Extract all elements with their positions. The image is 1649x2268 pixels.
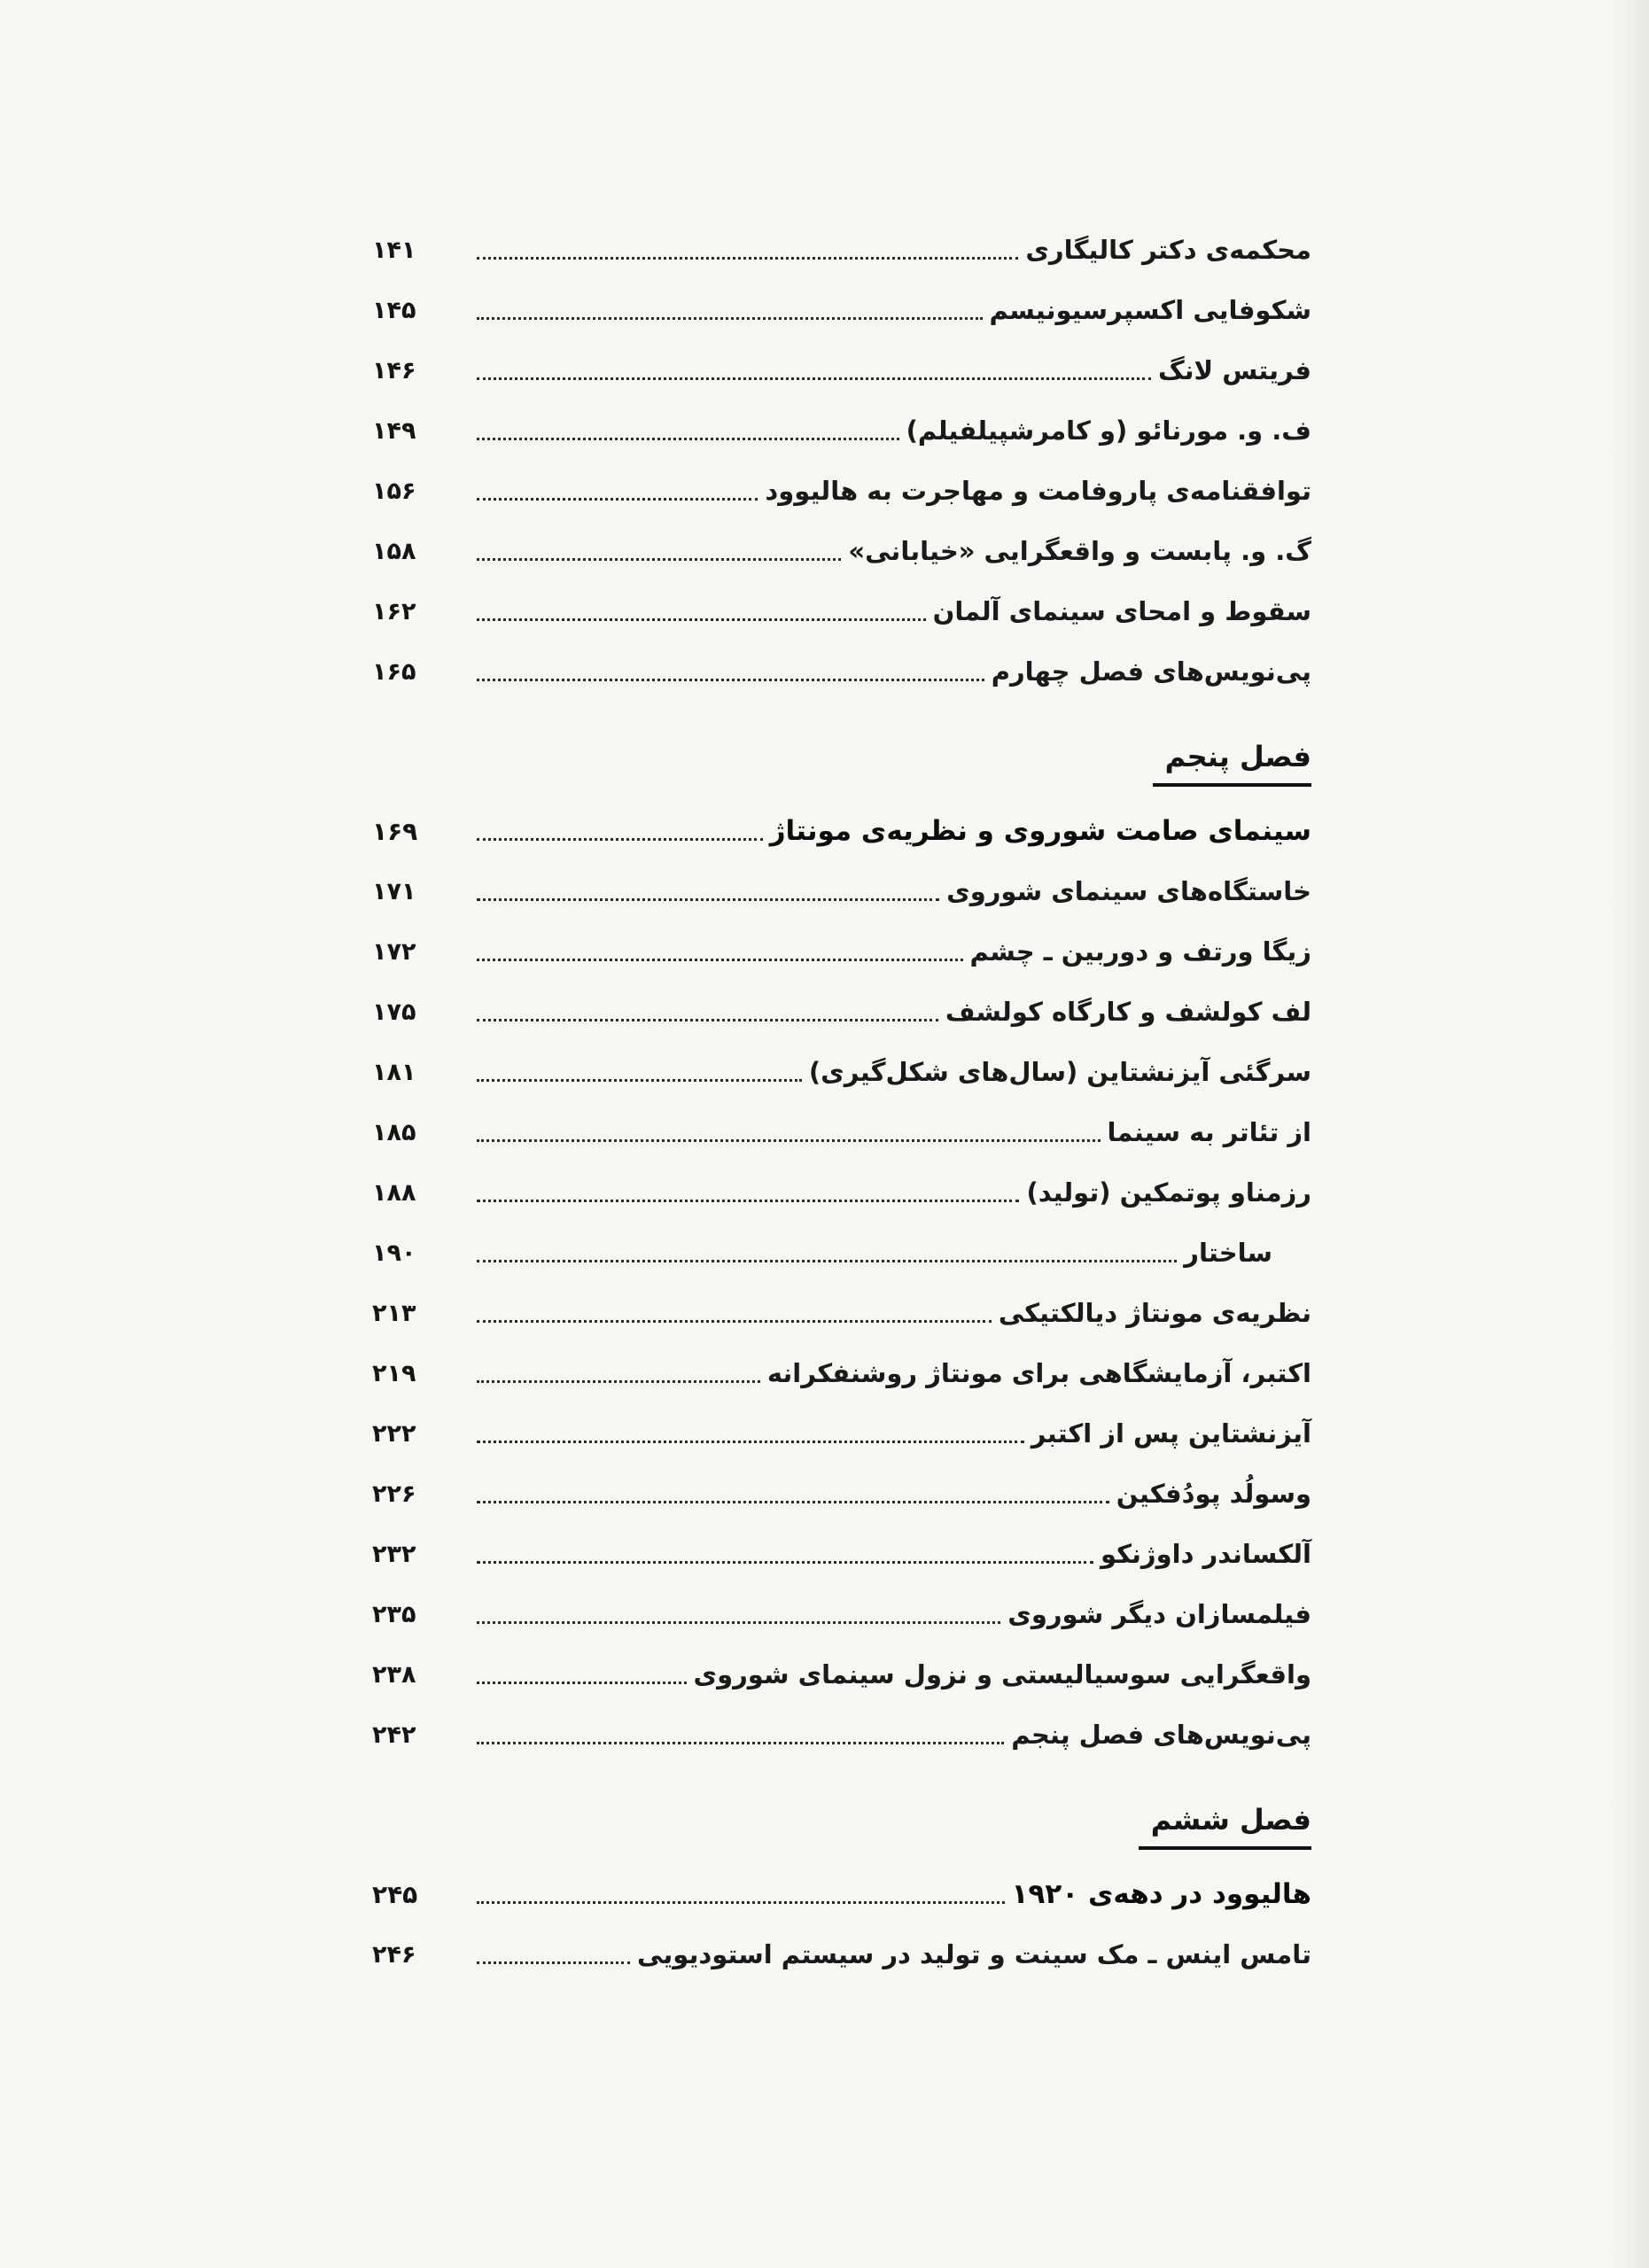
toc-entry-title: توافقنامه‌ی پاروفامت و مهاجرت به هالیوود [765, 476, 1311, 506]
toc-entry-title: فریتس لانگ [1157, 355, 1311, 385]
toc-page-number: ۱۵۶ [372, 477, 416, 505]
toc-page-number: ۲۴۵ [372, 1879, 418, 1909]
toc-page-number: ۱۹۰ [372, 1239, 416, 1267]
toc-page-number: ۱۴۶ [372, 356, 416, 384]
chapter6-section [372, 1802, 1311, 1984]
toc-subentry [372, 1223, 1311, 1283]
dot-leader [477, 1901, 1005, 1904]
toc-entry [372, 1524, 1311, 1584]
toc-entry [372, 1102, 1311, 1162]
toc-entry [372, 220, 1311, 280]
toc-entry [372, 861, 1311, 921]
toc-entry [372, 521, 1311, 581]
dot-leader [477, 1079, 802, 1082]
chapter4-tail-list [372, 220, 1311, 702]
dot-leader [477, 1961, 630, 1964]
toc-entry-title: سقوط و امحای سینمای آلمان [932, 596, 1311, 626]
toc-entry [372, 1042, 1311, 1102]
toc-entry [372, 280, 1311, 340]
dot-leader [477, 257, 1018, 260]
toc-page-number: ۱۷۲ [372, 937, 416, 966]
dot-leader [477, 618, 926, 621]
page-edge-shadow [1608, 0, 1649, 2268]
toc-entry [372, 461, 1311, 521]
toc-page-number: ۲۴۲ [372, 1720, 416, 1749]
toc-page-number: ۱۸۱ [372, 1058, 416, 1086]
toc-entry-title: شکوفایی اکسپرسیونیسم [989, 295, 1311, 325]
toc-main-entry [372, 1864, 1311, 1924]
dot-leader [477, 1380, 760, 1383]
toc-page-number: ۱۷۱ [372, 877, 416, 905]
dot-leader [477, 498, 758, 501]
toc-entry [372, 340, 1311, 400]
toc-entry-title: پی‌نویس‌های فصل پنجم [1011, 1720, 1311, 1750]
dot-leader [477, 959, 963, 961]
toc-entry-title: اکتبر، آزمایشگاهی برای مونتاژ روشنفکرانه [766, 1358, 1311, 1388]
toc-page-number: ۱۶۲ [372, 597, 416, 625]
toc-entry-title: ساختار [1184, 1238, 1272, 1268]
toc-entry-title: لف کولشف و کارگاه کولشف [945, 997, 1311, 1027]
toc-entry [372, 1283, 1311, 1343]
dot-leader [477, 377, 1151, 380]
toc-entry-title: آیزنشتاین پس از اکتبر [1031, 1418, 1311, 1449]
dot-leader [477, 1501, 1109, 1503]
toc-entry-title: خاستگاه‌های سینمای شوروی [946, 876, 1311, 906]
toc-entry-title: واقعگرایی سوسیالیستی و نزول سینمای شوروی [693, 1659, 1311, 1689]
toc-entry-title: محکمه‌ی دکتر کالیگاری [1025, 235, 1311, 265]
dot-leader [477, 1742, 1004, 1744]
toc-entry-title: زیگا ورتف و دوربین ـ چشم [969, 936, 1311, 967]
toc-entry [372, 400, 1311, 461]
chapter5-section [372, 739, 1311, 1765]
chapter6-heading: فصل ششم [1139, 1802, 1311, 1850]
toc-entry [372, 1403, 1311, 1464]
dot-leader [477, 558, 841, 561]
chapter-heading [372, 739, 1311, 801]
toc-entry [372, 641, 1311, 702]
dot-leader [477, 1682, 687, 1684]
toc-main-title: هالیوود در دهه‌ی ۱۹۲۰ [1011, 1878, 1311, 1910]
dot-leader [477, 1621, 1000, 1624]
toc-entry-title: ف. و. مورنائو (و کامرشپیلفیلم) [906, 416, 1311, 446]
toc-page-number: ۲۱۳ [372, 1299, 416, 1327]
dot-leader [477, 1320, 992, 1323]
toc-entry [372, 1584, 1311, 1644]
dot-leader [477, 838, 763, 841]
toc-entry [372, 1644, 1311, 1705]
toc-entry [372, 1162, 1311, 1223]
toc-page-number: ۱۶۵ [372, 657, 416, 686]
toc-page-number: ۲۳۲ [372, 1540, 416, 1568]
dot-leader [477, 1260, 1177, 1262]
toc-page-number: ۱۴۵ [372, 296, 416, 324]
toc-main-title: سینمای صامت شوروی و نظریه‌ی مونتاژ [769, 815, 1311, 847]
toc-page-number: ۱۸۵ [372, 1118, 416, 1146]
toc-page-number: ۲۱۹ [372, 1359, 416, 1387]
toc-entry [372, 921, 1311, 982]
dot-leader [477, 1561, 1093, 1564]
toc-entry-title: تامس اینس ـ مک سینت و تولید در سیستم استودیویی [637, 1939, 1311, 1969]
toc-entry [372, 982, 1311, 1042]
toc-entry-title: رزمناو پوتمکین (تولید) [1026, 1177, 1311, 1208]
toc-entry [372, 1343, 1311, 1403]
table-of-contents [372, 220, 1311, 1984]
dot-leader [477, 1139, 1101, 1142]
dot-leader [477, 679, 984, 681]
toc-entry [372, 1464, 1311, 1524]
toc-page-number: ۱۷۵ [372, 998, 416, 1026]
toc-main-entry [372, 801, 1311, 861]
toc-entry-title: پی‌نویس‌های فصل چهارم [991, 656, 1311, 687]
toc-entry-title: سرگئی آیزنشتاین (سال‌های شکل‌گیری) [808, 1057, 1311, 1087]
toc-entry [372, 1924, 1311, 1984]
dot-leader [477, 1200, 1019, 1202]
toc-page-number: ۲۲۶ [372, 1480, 416, 1508]
toc-entry-title: آلکساندر داوژنکو [1100, 1539, 1311, 1569]
toc-entry [372, 581, 1311, 641]
dot-leader [477, 438, 899, 440]
toc-page-number: ۱۴۱ [372, 236, 416, 264]
dot-leader [477, 1441, 1024, 1443]
toc-page-number: ۲۳۸ [372, 1660, 416, 1689]
toc-page-number: ۱۴۹ [372, 416, 416, 445]
dot-leader [477, 898, 939, 901]
toc-page-number: ۲۴۶ [372, 1940, 416, 1969]
toc-page-number: ۲۳۵ [372, 1600, 416, 1628]
toc-entry-title: گ. و. پابست و واقعگرایی «خیابانی» [848, 536, 1311, 566]
toc-entry-title: وسولُد پودُفکین [1116, 1479, 1311, 1509]
toc-page-number: ۱۶۹ [372, 816, 418, 846]
chapter5-heading: فصل پنجم [1153, 739, 1311, 787]
dot-leader [477, 317, 983, 320]
toc-page-number: ۱۸۸ [372, 1178, 416, 1207]
toc-page-number: ۱۵۸ [372, 537, 416, 565]
toc-entry [372, 1705, 1311, 1765]
toc-entry-title: نظریه‌ی مونتاژ دیالکتیکی [998, 1298, 1311, 1328]
dot-leader [477, 1019, 938, 1021]
chapter-heading [372, 1802, 1311, 1864]
toc-entry-title: از تئاتر به سینما [1107, 1117, 1311, 1147]
toc-page-number: ۲۲۲ [372, 1419, 416, 1448]
toc-entry-title: فیلمسازان دیگر شوروی [1007, 1599, 1311, 1629]
